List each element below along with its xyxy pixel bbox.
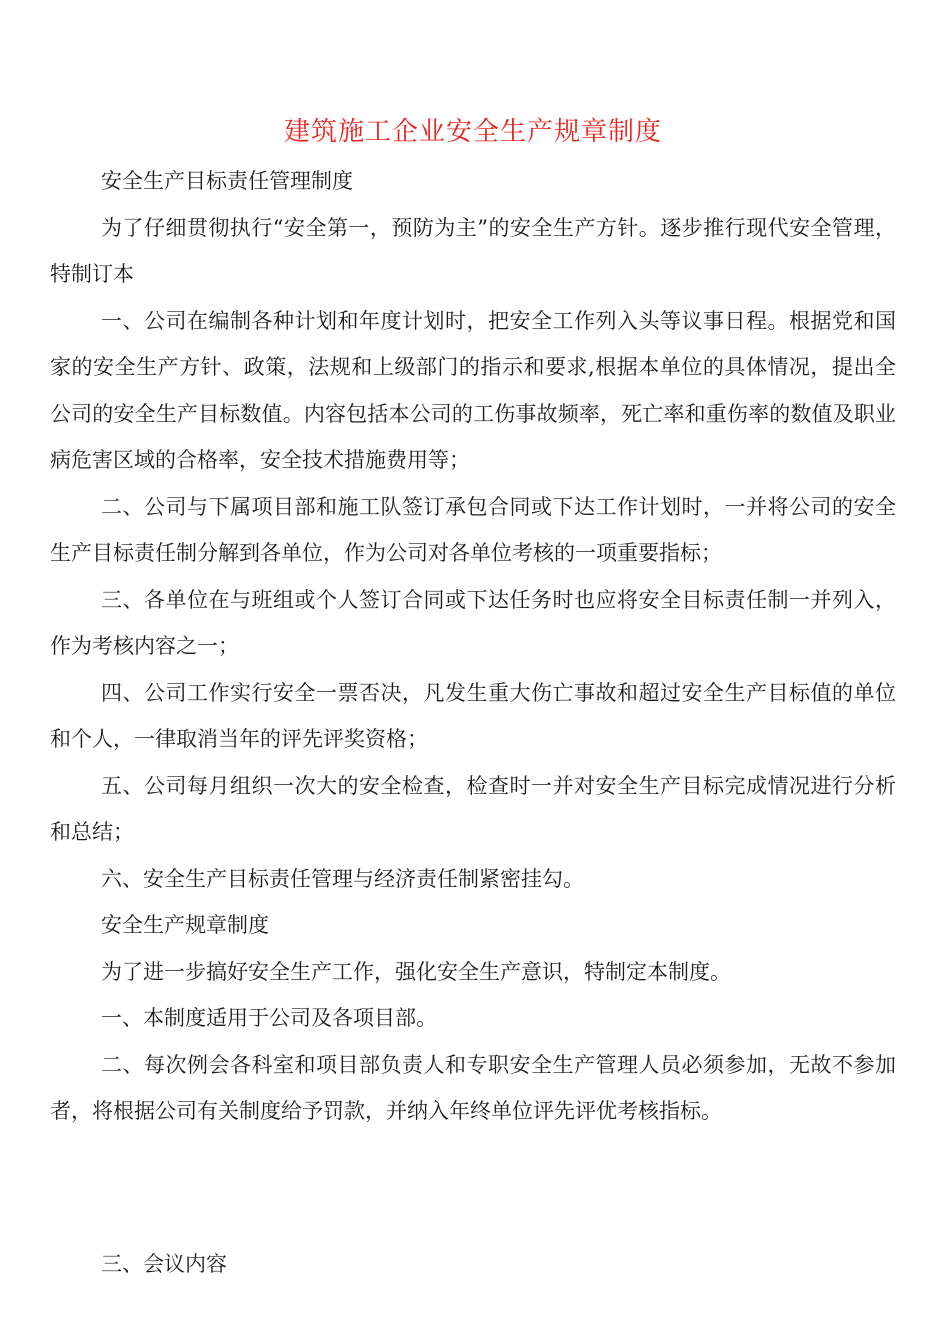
clause-6: 六、安全生产目标责任管理与经济责任制紧密挂勾。 bbox=[101, 866, 584, 891]
clause-2: 二、公司与下属项目部和施工队签订承包合同或下达工作计划时，一并将公司的安全生产目标责任制分解到各单位，作为公司对各单位考核的一项重要指标； bbox=[50, 494, 896, 565]
regulation-3-heading: 三、会议内容 bbox=[101, 1251, 227, 1276]
blank-gap bbox=[50, 1135, 896, 1241]
section-heading-target-responsibility: 安全生产目标责任管理制度 bbox=[101, 169, 353, 193]
regulations-intro: 为了进一步搞好安全生产工作，强化安全生产意识，特制定本制度。 bbox=[101, 959, 731, 984]
document-title: 建筑施工企业安全生产规章制度 bbox=[283, 117, 662, 147]
regulation-2: 二、每次例会各科室和项目部负责人和专职安全生产管理人员必须参加，无故不参加者，将根据公司有关制度给予罚款，并纳入年终单位评先评优考核指标。 bbox=[50, 1052, 896, 1123]
regulation-1: 一、本制度适用于公司及各项目部。 bbox=[101, 1006, 437, 1030]
section-heading-regulations: 安全生产规章制度 bbox=[101, 913, 269, 937]
intro-paragraph: 为了仔细贯彻执行“安全第一，预防为主”的安全生产方针。逐步推行现代安全管理，特制订本 bbox=[50, 215, 896, 286]
document-page bbox=[50, 112, 896, 1287]
clause-5: 五、公司每月组织一次大的安全检查，检查时一并对安全生产目标完成情况进行分析和总结； bbox=[50, 773, 896, 844]
clause-1: 一、公司在编制各种计划和年度计划时，把安全工作列入头等议事日程。根据党和国家的安全生产方针、政策，法规和上级部门的指示和要求,根据本单位的具体情况，提出全公司的安全生产目标数值。内容包括本公司的工伤事故频率，死亡率和重伤率的数值及职业病危害区域的合格率，安全技术措施费用等； bbox=[50, 308, 896, 472]
clause-4: 四、公司工作实行安全一票否决，凡发生重大伤亡事故和超过安全生产目标值的单位和个人，一律取消当年的评先评奖资格； bbox=[50, 680, 896, 751]
clause-3: 三、各单位在与班组或个人签订合同或下达任务时也应将安全目标责任制一并列入，作为考核内容之一； bbox=[50, 587, 896, 658]
